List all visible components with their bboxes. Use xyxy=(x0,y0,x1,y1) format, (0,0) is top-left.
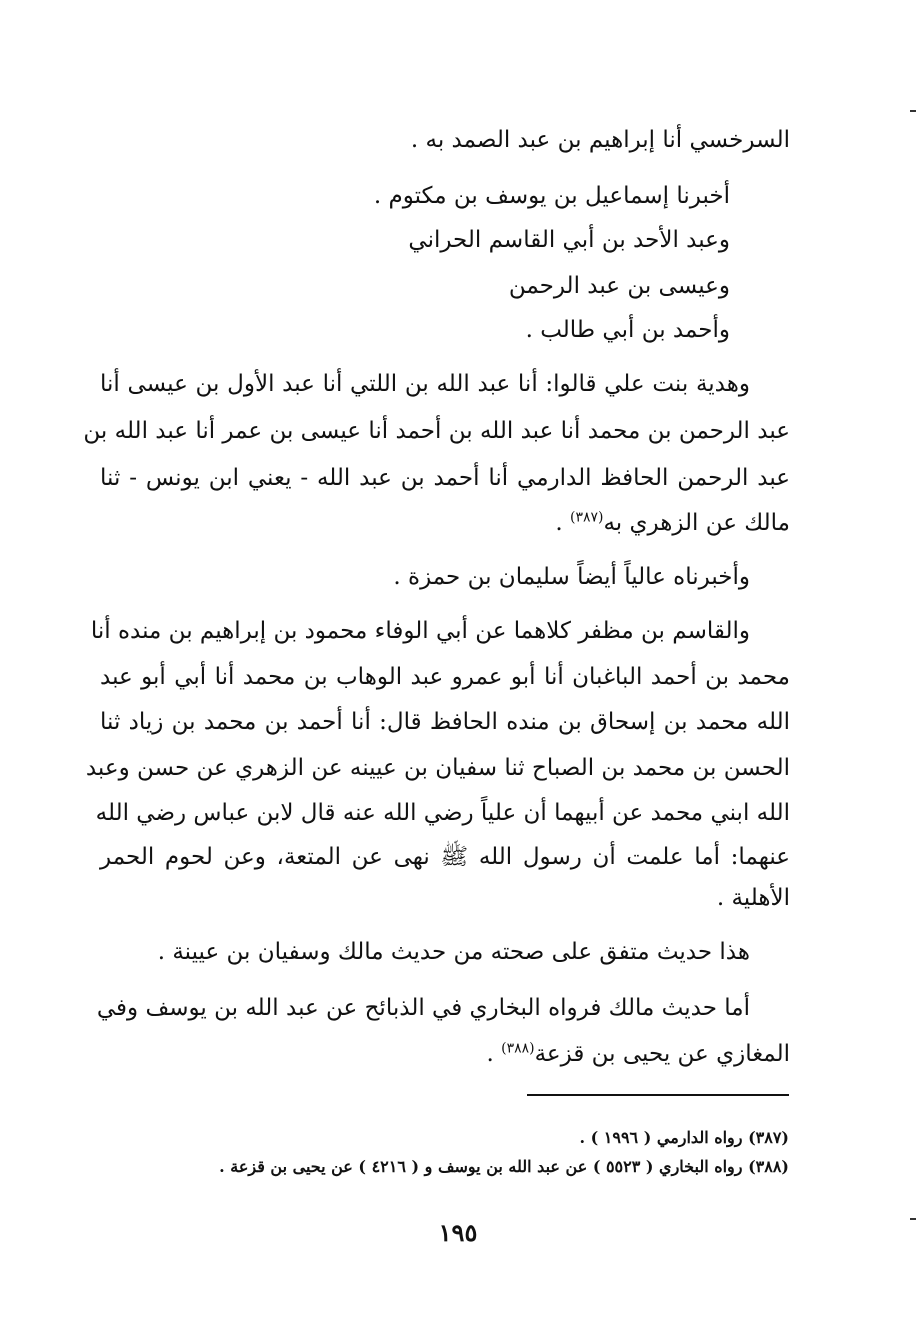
text-line: وأحمد بن أبي طالب . xyxy=(525,317,730,343)
text-line: وهدية بنت علي قالوا: أنا عبد الله بن اللتي أنا عبد الأول بن عيسى أنا xyxy=(100,371,750,397)
text-line: عبد الرحمن بن محمد أنا عبد الله بن أحمد أنا عيسى بن عمر أنا عبد الله بن xyxy=(83,418,790,444)
footnote-ref: (٣٨٧) xyxy=(569,509,604,526)
text-segment: مالك عن الزهري به xyxy=(603,510,790,536)
page-number: ١٩٥ xyxy=(438,1218,478,1247)
text-segment: المغازي عن يحيى بن قزعة xyxy=(534,1041,790,1067)
footnote: (٣٨٨) رواه البخاري ( ٥٥٢٣ ) عن عبد الله بن يوسف و ( ٤٢١٦ ) عن يحيى بن قزعة . xyxy=(219,1157,789,1176)
scan-margin-mark xyxy=(910,1218,916,1220)
text-line: عبد الرحمن الحافظ الدارمي أنا أحمد بن عبد الله - يعني ابن يونس - ثنا xyxy=(100,465,790,491)
text-line: وعبد الأحد بن أبي القاسم الحراني xyxy=(408,227,730,253)
text-line: والقاسم بن مظفر كلاهما عن أبي الوفاء محمود بن إبراهيم بن منده أنا xyxy=(90,618,750,644)
text-segment: . xyxy=(555,510,570,536)
text-line: السرخسي أنا إبراهيم بن عبد الصمد به . xyxy=(410,127,790,153)
text-line xyxy=(555,503,790,543)
text-line: محمد بن أحمد الباغبان أنا أبو عمرو عبد الوهاب بن محمد أنا أبي أبو عبد xyxy=(100,664,790,690)
text-line: الحسن بن محمد بن الصباح ثنا سفيان بن عيينه عن الزهري عن حسن وعبد xyxy=(85,755,790,781)
text-line xyxy=(486,1034,790,1074)
footnote-separator xyxy=(527,1094,789,1096)
text-line: أما حديث مالك فرواه البخاري في الذبائح عن عبد الله بن يوسف وفي xyxy=(96,995,750,1021)
text-line: الأهلية . xyxy=(716,885,790,911)
text-line: وعيسى بن عبد الرحمن xyxy=(508,273,730,299)
text-line: الله محمد بن إسحاق بن منده الحافظ قال: أنا أحمد بن محمد بن زياد ثنا xyxy=(100,709,790,735)
footnote-ref: (٣٨٨) xyxy=(501,1040,535,1057)
text-line: هذا حديث متفق على صحته من حديث مالك وسفيان بن عيينة . xyxy=(157,939,750,965)
footnote: (٣٨٧) رواه الدارمي ( ١٩٩٦ ) . xyxy=(579,1128,789,1147)
text-line: عنهما: أما علمت أن رسول الله ﷺ نهى عن المتعة، وعن لحوم الحمر xyxy=(100,844,790,870)
text-line: وأخبرناه عالياً أيضاً سليمان بن حمزة . xyxy=(393,564,750,590)
text-segment: . xyxy=(486,1041,502,1067)
text-line: أخبرنا إسماعيل بن يوسف بن مكتوم . xyxy=(373,183,730,209)
text-line: الله ابني محمد عن أبيهما أن علياً رضي الله عنه قال لابن عباس رضي الله xyxy=(95,800,790,826)
scan-margin-mark xyxy=(910,110,916,112)
